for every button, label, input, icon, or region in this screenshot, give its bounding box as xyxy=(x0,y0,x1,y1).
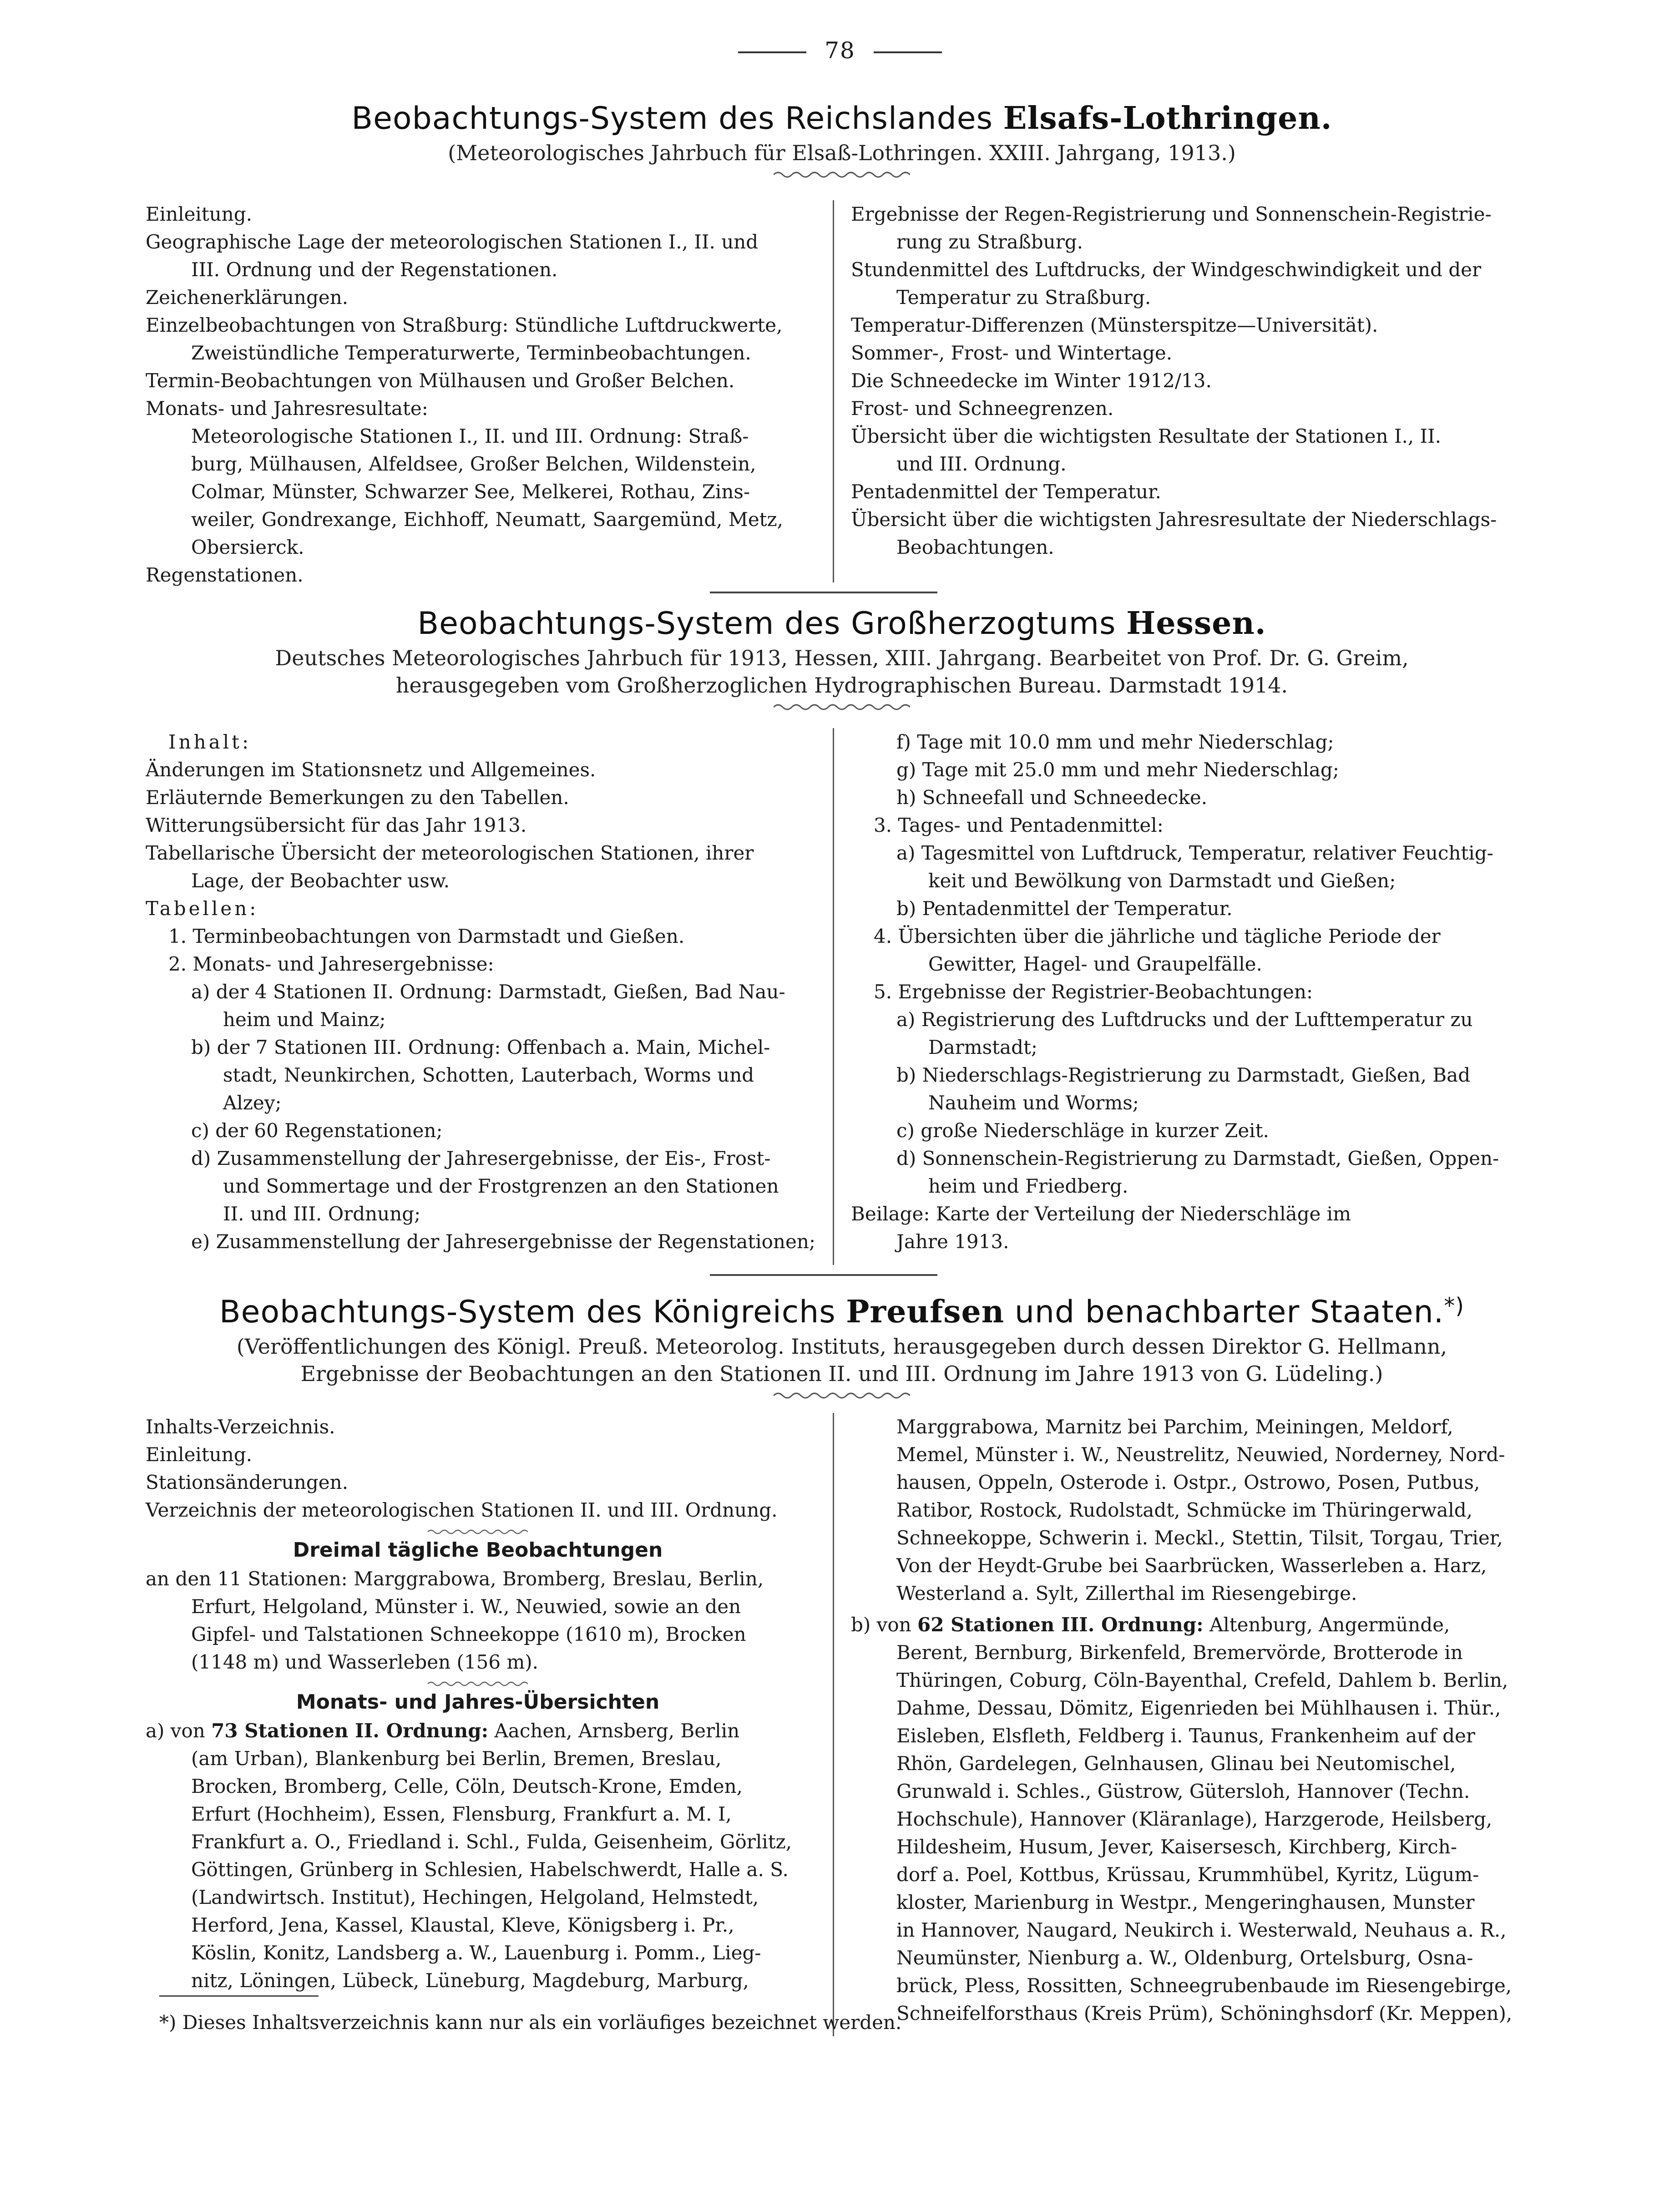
text-line: Beilage: Karte der Verteilung der Niederschläge im xyxy=(851,1203,1351,1225)
section-subtitle: (Meteorologisches Jahrbuch für Elsaß-Lothringen. XXIII. Jahrgang, 1913.) xyxy=(448,141,1236,165)
text-line: (1148 m) und Wasserleben (156 m). xyxy=(191,1651,539,1673)
text-line: Schneifelforsthaus (Kreis Prüm), Schöninghsdorf (Kr. Meppen), xyxy=(896,2002,1513,2024)
squiggle-divider xyxy=(428,1679,528,1688)
text-line: II. und III. Ordnung; xyxy=(223,1203,421,1225)
column-separator xyxy=(833,1413,834,2036)
text-line: (am Urban), Blankenburg bei Berlin, Bremen, Breslau, xyxy=(191,1747,722,1770)
text-line: Thüringen, Coburg, Cöln-Bayenthal, Crefeld, Dahlem b. Berlin, xyxy=(896,1669,1508,1691)
text-line: c) große Niederschläge in kurzer Zeit. xyxy=(896,1119,1269,1142)
text-line: Zeichenerklärungen. xyxy=(146,286,349,309)
text-line: Erfurt (Hochheim), Essen, Flensburg, Frankfurt a. M. I, xyxy=(191,1803,732,1825)
text-line: Gewitter, Hagel- und Graupelfälle. xyxy=(928,953,1262,975)
item-label: b) von xyxy=(851,1614,911,1636)
left-column xyxy=(146,1413,810,1994)
text-line: e) Zusammenstellung der Jahresergebnisse der Regenstationen; xyxy=(191,1230,816,1253)
text-line: und III. Ordnung. xyxy=(896,453,1067,475)
text-line: Tabellarische Übersicht der meteorologischen Stationen, ihrer xyxy=(146,842,754,864)
text-line: burg, Mülhausen, Alfeldsee, Großer Belchen, Wildenstein, xyxy=(191,453,756,475)
text-line: Geographische Lage der meteorologischen Stationen I., II. und xyxy=(146,231,759,253)
text-line: Erfurt, Helgoland, Münster i. W., Neuwied, sowie an den xyxy=(191,1595,741,1618)
section-subtitle-line-1: Deutsches Meteorologisches Jahrbuch für 1913, Hessen, XIII. Jahrgang. Bearbeitet von Prof. Dr. G. Greim, xyxy=(275,646,1409,670)
section-title-suffix: und benachbarter Staaten. xyxy=(1014,1294,1444,1330)
item-label: a) von xyxy=(146,1720,205,1742)
stations-ii-list xyxy=(146,1745,810,1994)
text-line: Erläuternde Bemerkungen zu den Tabellen. xyxy=(146,786,569,809)
footnote: *) Dieses Inhaltsverzeichnis kann nur als ein vorläufiges bezeichnet werden. xyxy=(159,2011,902,2034)
text-line: f) Tage mit 10.0 mm und mehr Niederschlag; xyxy=(896,731,1334,753)
section-title xyxy=(137,1285,1547,1333)
text-line: Marggrabowa, Marnitz bei Parchim, Meiningen, Meldorf, xyxy=(896,1416,1453,1438)
squiggle-divider xyxy=(774,169,910,178)
text-line: Pentadenmittel der Temperatur. xyxy=(851,481,1161,503)
text-line: Memel, Münster i. W., Neustrelitz, Neuwied, Norderney, Nord- xyxy=(896,1443,1505,1466)
text-line: Obersierck. xyxy=(191,536,304,558)
text-line: Frankfurt a. O., Friedland i. Schl., Fulda, Geisenheim, Görlitz, xyxy=(191,1831,792,1853)
item-bold-text: 73 Stationen II. Ordnung: xyxy=(211,1720,489,1742)
text-line: Rhön, Gardelegen, Gelnhausen, Glinau bei Neutomischel, xyxy=(896,1752,1456,1775)
text-line: Sommer-, Frost- und Wintertage. xyxy=(851,342,1173,364)
text-line: Eisleben, Elsfleth, Feldberg i. Taunus, Frankenheim auf der xyxy=(896,1725,1475,1747)
page-number-dash-right xyxy=(874,51,942,53)
text-line: Beobachtungen. xyxy=(896,536,1054,558)
text-line: Termin-Beobachtungen von Mülhausen und Großer Belchen. xyxy=(146,369,735,392)
text-line: h) Schneefall und Schneedecke. xyxy=(896,786,1208,809)
page-number-dash-left xyxy=(738,51,806,53)
text-line: an den 11 Stationen: Marggrabowa, Bromberg, Breslau, Berlin, xyxy=(146,1568,764,1590)
stations-iii-list xyxy=(851,1639,1543,2027)
text-line: Die Schneedecke im Winter 1912/13. xyxy=(851,369,1212,392)
text-line: Von der Heydt-Grube bei Saarbrücken, Wasserleben a. Harz, xyxy=(896,1554,1487,1577)
text-line: Hochschule), Hannover (Kläranlage), Harzgerode, Heilsberg, xyxy=(896,1808,1493,1830)
contents-list xyxy=(146,1413,810,1524)
text-line: g) Tage mit 25.0 mm und mehr Niederschlag; xyxy=(896,759,1339,781)
section-title-country: Preufsen xyxy=(846,1294,1005,1330)
text-line: weiler, Gondrexange, Eichhoff, Neumatt, Saargemünd, Metz, xyxy=(191,508,784,531)
text-line: Monats- und Jahresresultate: xyxy=(146,397,428,420)
text-line: rung zu Straßburg. xyxy=(896,231,1083,253)
column-separator xyxy=(833,728,834,1265)
section-separator-rule xyxy=(710,1274,937,1276)
text-line: Dahme, Dessau, Dömitz, Eigenrieden bei Mühlhausen i. Thür., xyxy=(896,1697,1501,1719)
text-line: Köslin, Konitz, Landsberg a. W., Lauenburg i. Pomm., Lieg- xyxy=(191,1942,761,1964)
text-line: Übersicht über die wichtigsten Resultate der Stationen I., II. xyxy=(851,425,1442,447)
two-column-body xyxy=(137,728,1547,1265)
text-line: brück, Pless, Rossitten, Schneegrubenbaude im Riesengebirge, xyxy=(896,1974,1512,1997)
text-line: und Sommertage und der Frostgrenzen an den Stationen xyxy=(223,1175,779,1197)
subheading-dreimal: Dreimal tägliche Beobachtungen xyxy=(293,1538,663,1562)
two-column-body xyxy=(137,200,1547,586)
text-line: 3. Tages- und Pentadenmittel: xyxy=(874,814,1164,836)
text-line: a) Registrierung des Luftdrucks und der Lufttemperatur zu xyxy=(896,1008,1473,1031)
right-column xyxy=(851,200,1543,561)
left-column xyxy=(146,200,810,589)
section-title-prefix: Beobachtungs-System des Reichslandes xyxy=(351,101,993,137)
text-line: Einleitung. xyxy=(146,203,253,225)
text-line: dorf a. Poel, Kottbus, Krüssau, Krummhübel, Kyritz, Lügum- xyxy=(896,1863,1479,1886)
text-line: Darmstadt; xyxy=(928,1036,1038,1058)
text-line: Göttingen, Grünberg in Schlesien, Habelschwerdt, Halle a. S. xyxy=(191,1858,789,1881)
section-title-prefix: Beobachtungs-System des Großherzogtums xyxy=(417,606,1116,642)
section-hessen xyxy=(137,603,1547,1253)
text-line: 2. Monats- und Jahresergebnisse: xyxy=(168,953,494,975)
text-line: 1. Terminbeobachtungen von Darmstadt und Gießen. xyxy=(168,925,685,947)
stations-ii-heading xyxy=(146,1717,810,1745)
text-line: kloster, Marienburg in Westpr., Mengeringhausen, Munster xyxy=(896,1891,1475,1913)
item-rest-text: Aachen, Arnsberg, Berlin xyxy=(488,1720,740,1742)
text-line: c) der 60 Regenstationen; xyxy=(191,1119,443,1142)
text-line: Verzeichnis der meteorologischen Stationen II. und III. Ordnung. xyxy=(146,1499,778,1521)
subheading-monats: Monats- und Jahres-Übersichten xyxy=(296,1690,660,1714)
text-line: (Landwirtsch. Institut), Hechingen, Helgoland, Helmstedt, xyxy=(191,1886,759,1908)
text-line: Neumünster, Nienburg a. W., Oldenburg, Ortelsburg, Osna- xyxy=(896,1947,1473,1969)
squiggle-divider xyxy=(774,702,910,711)
section-separator-rule xyxy=(710,592,937,593)
text-line: 5. Ergebnisse der Registrier-Beobachtungen: xyxy=(874,981,1313,1003)
text-line: Übersicht über die wichtigsten Jahresresultate der Niederschlags- xyxy=(851,508,1497,531)
text-line: Gipfel- und Talstationen Schneekoppe (1610 m), Brocken xyxy=(191,1623,746,1645)
right-column xyxy=(851,728,1543,1255)
item-bold-text: 62 Stationen III. Ordnung: xyxy=(917,1614,1204,1636)
section-title-country: Hessen. xyxy=(1126,605,1266,642)
text-line: Hildesheim, Husum, Jever, Kaisersesch, Kirchberg, Kirch- xyxy=(896,1836,1457,1858)
left-column xyxy=(146,728,816,1255)
text-line: d) Zusammenstellung der Jahresergebnisse, der Eis-, Frost- xyxy=(191,1147,771,1169)
text-line: Jahre 1913. xyxy=(896,1230,1009,1253)
text-line: III. Ordnung und der Regenstationen. xyxy=(191,258,558,281)
section-subtitle-line-2: herausgegeben vom Großherzoglichen Hydrographischen Bureau. Darmstadt 1914. xyxy=(395,673,1288,698)
section-subtitle-line-2: Ergebnisse der Beobachtungen an den Stationen II. und III. Ordnung im Jahre 1913 von G. Lüdeling.) xyxy=(300,1361,1383,1386)
dreimal-list xyxy=(146,1565,810,1676)
text-line: Ratibor, Rostock, Rudolstadt, Schmücke im Thüringerwald, xyxy=(896,1499,1473,1521)
text-line: nitz, Löningen, Lübeck, Lüneburg, Magdeburg, Marburg, xyxy=(191,1969,749,1992)
stations-iii-heading xyxy=(851,1611,1543,1639)
text-line: keit und Bewölkung von Darmstadt und Gießen; xyxy=(928,870,1396,892)
text-line: Regenstationen. xyxy=(146,564,304,586)
text-line: heim und Friedberg. xyxy=(928,1175,1128,1197)
footnote-marker: *) xyxy=(1444,1293,1465,1319)
text-line: Einzelbeobachtungen von Straßburg: Stündliche Luftdruckwerte, xyxy=(146,314,783,336)
text-line: Tabellen: xyxy=(146,897,259,920)
text-line: Herford, Jena, Kassel, Klaustal, Kleve, Königsberg i. Pr., xyxy=(191,1914,734,1936)
text-line: Inhalts-Verzeichnis. xyxy=(146,1416,335,1438)
two-column-body xyxy=(137,1413,1547,2036)
page-number: 78 xyxy=(825,37,855,64)
text-line: Stundenmittel des Luftdrucks, der Windgeschwindigkeit und der xyxy=(851,258,1482,281)
text-line: Änderungen im Stationsnetz und Allgemeines. xyxy=(146,759,596,781)
right-column xyxy=(851,1413,1543,2027)
stations-ii-list-cont xyxy=(851,1413,1543,1607)
text-line: a) der 4 Stationen II. Ordnung: Darmstadt, Gießen, Bad Nau- xyxy=(191,981,785,1003)
text-line: Colmar, Münster, Schwarzer See, Melkerei, Rothau, Zins- xyxy=(191,481,750,503)
text-line: heim und Mainz; xyxy=(223,1008,386,1031)
text-line: d) Sonnenschein-Registrierung zu Darmstadt, Gießen, Oppen- xyxy=(896,1147,1499,1169)
text-line: Lage, der Beobachter usw. xyxy=(191,870,450,892)
text-line: Schneekoppe, Schwerin i. Meckl., Stettin, Tilsit, Torgau, Trier, xyxy=(896,1527,1503,1549)
text-line: 4. Übersichten über die jährliche und tägliche Periode der xyxy=(874,925,1441,947)
text-line: Temperatur-Differenzen (Münsterspitze—Universität). xyxy=(851,314,1378,336)
section-title xyxy=(137,98,1547,139)
squiggle-divider xyxy=(774,1390,910,1399)
squiggle-divider xyxy=(428,1527,528,1536)
text-line: Alzey; xyxy=(223,1092,282,1114)
text-line: Stationsänderungen. xyxy=(146,1471,349,1493)
text-line: Witterungsübersicht für das Jahr 1913. xyxy=(146,814,527,836)
text-line: hausen, Oppeln, Osterode i. Ostpr., Ostrowo, Posen, Putbus, xyxy=(896,1471,1480,1493)
text-line: Ergebnisse der Regen-Registrierung und Sonnenschein-Registrie- xyxy=(851,203,1492,225)
text-line: Westerland a. Sylt, Zillerthal im Riesengebirge. xyxy=(896,1582,1357,1604)
text-line: stadt, Neunkirchen, Schotten, Lauterbach, Worms und xyxy=(223,1064,754,1086)
text-line: Grunwald i. Schles., Güstrow, Gütersloh, Hannover (Techn. xyxy=(896,1780,1470,1802)
text-line: b) Niederschlags-Registrierung zu Darmstadt, Gießen, Bad xyxy=(896,1064,1471,1086)
section-title-prefix: Beobachtungs-System des Königreichs xyxy=(219,1294,836,1330)
text-line: Temperatur zu Straßburg. xyxy=(896,286,1151,309)
section-title-country: Elsafs-Lothringen. xyxy=(1003,100,1332,137)
text-line: Berent, Bernburg, Birkenfeld, Bremervörde, Brotterode in xyxy=(896,1641,1463,1664)
text-line: in Hannover, Naugard, Neukirch i. Westerwald, Neuhaus a. R., xyxy=(896,1919,1507,1941)
item-rest-text: Altenburg, Angermünde, xyxy=(1203,1614,1450,1636)
text-line: b) der 7 Stationen III. Ordnung: Offenbach a. Main, Michel- xyxy=(191,1036,770,1058)
text-line: Einleitung. xyxy=(146,1443,253,1466)
text-line: Meteorologische Stationen I., II. und III. Ordnung: Straß- xyxy=(191,425,749,447)
text-line: Zweistündliche Temperaturwerte, Terminbeobachtungen. xyxy=(191,342,751,364)
text-line: Nauheim und Worms; xyxy=(928,1092,1139,1114)
text-line: Frost- und Schneegrenzen. xyxy=(851,397,1114,420)
section-subtitle-line-1: (Veröffentlichungen des Königl. Preuß. Meteorolog. Instituts, herausgegeben durch dessen Direktor G. Hellmann, xyxy=(236,1334,1447,1359)
section-elsass-lothringen xyxy=(137,98,1547,586)
text-line: Brocken, Bromberg, Celle, Cöln, Deutsch-Krone, Emden, xyxy=(191,1775,743,1797)
column-separator xyxy=(833,200,834,582)
page-number-line xyxy=(0,37,1680,64)
text-line: a) Tagesmittel von Luftdruck, Temperatur, relativer Feuchtig- xyxy=(896,842,1493,864)
text-line: b) Pentadenmittel der Temperatur. xyxy=(896,897,1233,920)
text-line: Inhalt: xyxy=(168,731,252,753)
section-title xyxy=(137,603,1547,644)
footnote-rule xyxy=(159,1995,319,1997)
